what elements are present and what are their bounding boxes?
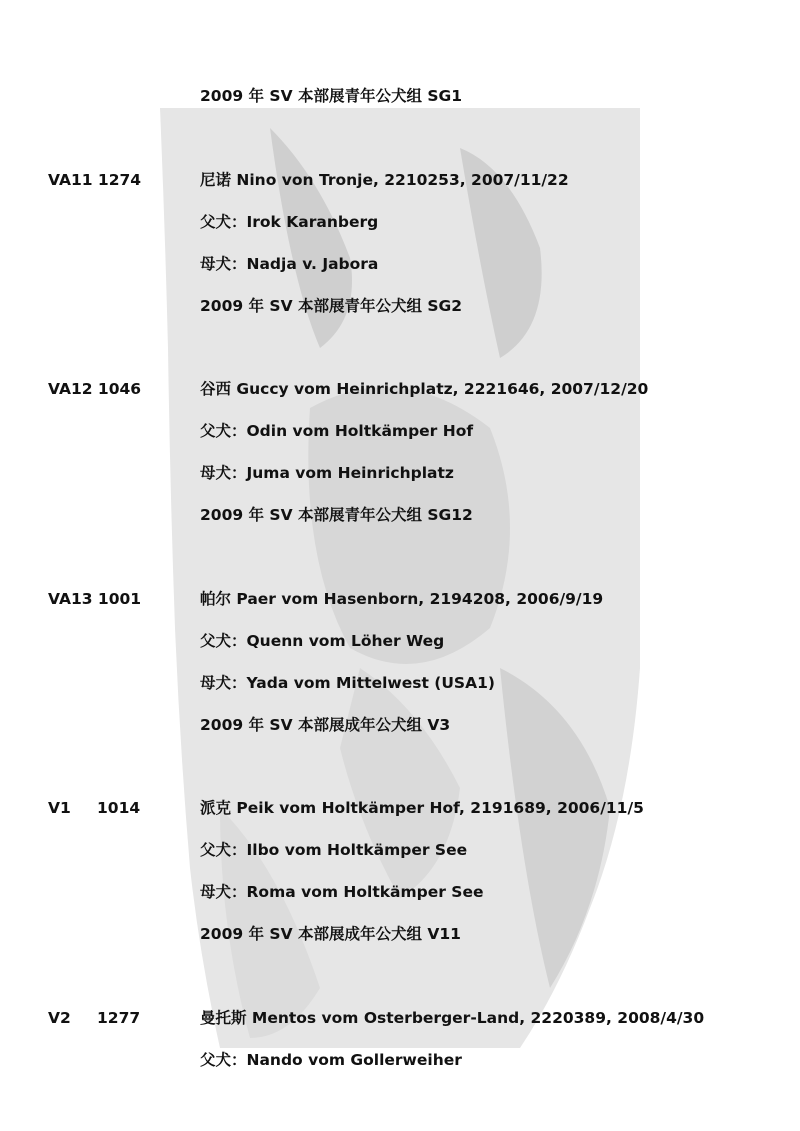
entry-dog-line: 尼诺 Nino von Tronje, 2210253, 2007/11/22 bbox=[200, 171, 569, 189]
entry-result-line: 2009 年 SV 本部展成年公犬组 V3 bbox=[200, 716, 451, 734]
entry-result-line: 2009 年 SV 本部展青年公犬组 SG2 bbox=[200, 297, 463, 315]
entry-dog-line: 帕尔 Paer vom Hasenborn, 2194208, 2006/9/19 bbox=[200, 590, 604, 608]
shepherd-dog-watermark bbox=[160, 108, 640, 1048]
entry-sire-line: 父犬：Ilbo vom Holtkämper See bbox=[200, 841, 468, 859]
entry-rank: VA12 1046 bbox=[48, 380, 142, 398]
entry-dam-line: 母犬：Juma vom Heinrichplatz bbox=[200, 464, 454, 482]
entry-sire-line: 父犬：Quenn vom Löher Weg bbox=[200, 632, 445, 650]
entry-dam-line: 母犬：Nadja v. Jabora bbox=[200, 255, 379, 273]
top-result-line: 2009 年 SV 本部展青年公犬组 SG1 bbox=[200, 87, 463, 105]
entry-dog-line: 谷西 Guccy vom Heinrichplatz, 2221646, 2007/12/20 bbox=[200, 380, 649, 398]
entry-dam-line: 母犬：Yada vom Mittelwest (USA1) bbox=[200, 674, 495, 692]
entry-rank: VA13 1001 bbox=[48, 590, 142, 608]
entry-result-line: 2009 年 SV 本部展青年公犬组 SG12 bbox=[200, 506, 473, 524]
entry-sire-line: 父犬：Odin vom Holtkämper Hof bbox=[200, 422, 474, 440]
entry-dog-line: 曼托斯 Mentos vom Osterberger-Land, 2220389, 2008/4/30 bbox=[200, 1009, 705, 1027]
entry-number: 1014 bbox=[97, 799, 141, 817]
entry-dam-line: 母犬：Roma vom Holtkämper See bbox=[200, 883, 484, 901]
entry-dog-line: 派克 Peik vom Holtkämper Hof, 2191689, 2006/11/5 bbox=[200, 799, 644, 817]
entry-number: 1277 bbox=[97, 1009, 141, 1027]
entry-result-line: 2009 年 SV 本部展成年公犬组 V11 bbox=[200, 925, 461, 943]
entry-rank: V2 bbox=[48, 1009, 71, 1027]
entry-rank: V1 bbox=[48, 799, 71, 817]
entry-sire-line: 父犬：Nando vom Gollerweiher bbox=[200, 1051, 462, 1069]
entry-rank: VA11 1274 bbox=[48, 171, 142, 189]
entry-sire-line: 父犬：Irok Karanberg bbox=[200, 213, 379, 231]
